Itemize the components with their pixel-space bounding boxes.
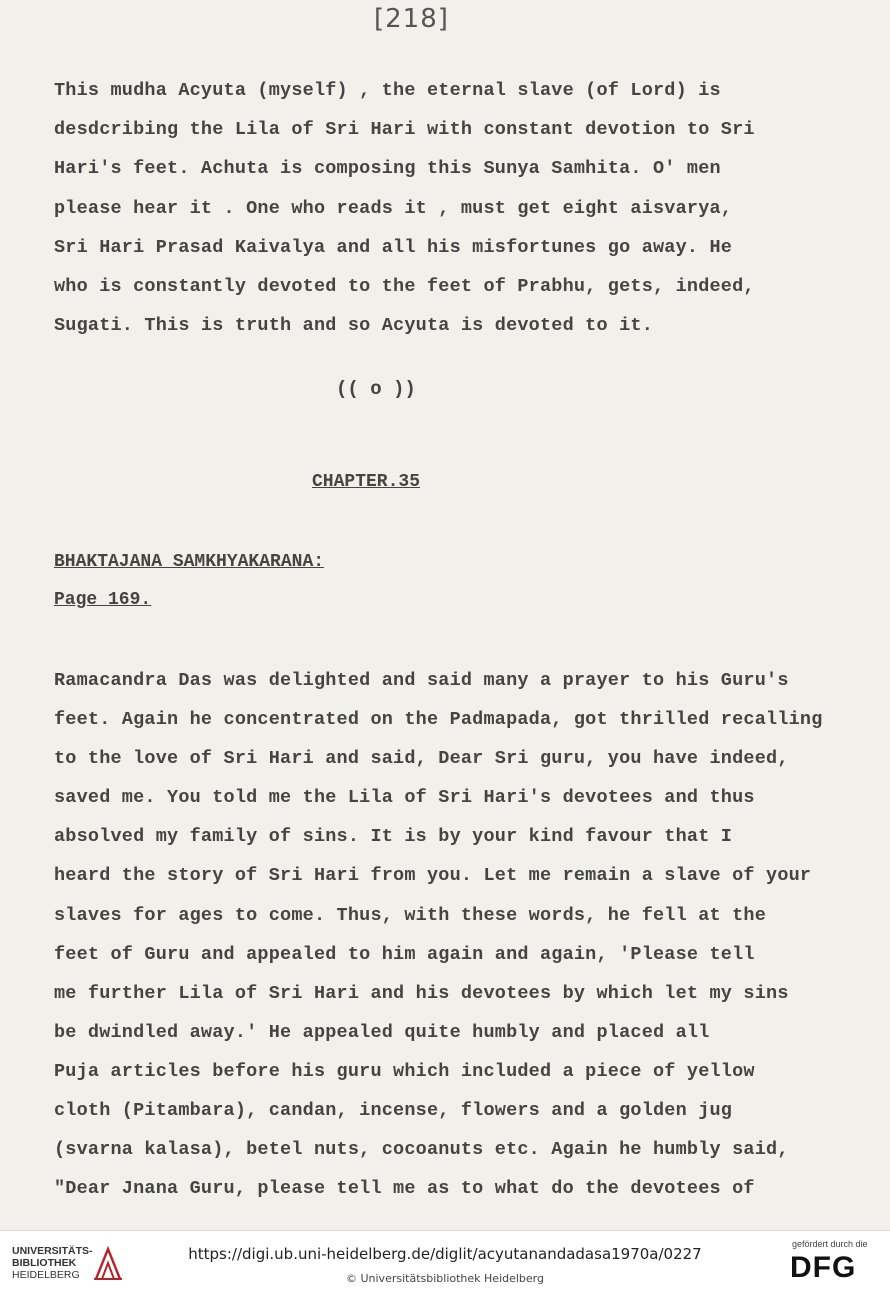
permalink-url[interactable]: https://digi.ub.uni-heidelberg.de/diglit/acyutanandadasa1970a/0227 [188, 1245, 702, 1263]
university-line-3: HEIDELBERG [12, 1269, 80, 1281]
university-line-1: UNIVERSITÄTS- [12, 1245, 93, 1257]
page-reference: Page 169. [54, 590, 152, 610]
text-line: "Dear Jnana Guru, please tell me as to what do the devotees of [54, 1178, 755, 1200]
funding-label: gefördert durch die [792, 1239, 868, 1249]
text-line: please hear it . One who reads it , must get eight aisvarya, [54, 197, 733, 219]
paragraph-2 [54, 661, 854, 1208]
text-line: feet. Again he concentrated on the Padmapada, got thrilled recalling [54, 709, 823, 731]
dfg-logo[interactable] [790, 1237, 880, 1291]
text-line: feet of Guru and appealed to him again and again, 'Please tell [54, 943, 755, 965]
text-line: This mudha Acyuta (myself) , the eternal slave (of Lord) is [54, 80, 721, 101]
text-line: absolved my family of sins. It is by your kind favour that I [54, 826, 733, 848]
paragraph-1 [54, 71, 854, 345]
viewer-footer [0, 1230, 890, 1295]
text-line: slaves for ages to come. Thus, with these words, he fell at the [54, 904, 767, 926]
text-line: heard the story of Sri Hari from you. Let me remain a slave of your [54, 865, 812, 887]
dfg-wordmark: DFG [790, 1251, 857, 1284]
section-heading: BHAKTAJANA SAMKHYAKARANA: [54, 552, 325, 572]
text-line: be dwindled away.' He appealed quite humbly and placed all [54, 1021, 710, 1043]
text-line: Ramacandra Das was delighted and said many a prayer to his Guru's [54, 670, 789, 691]
text-line: to the love of Sri Hari and said, Dear Sri guru, you have indeed, [54, 748, 789, 770]
chapter-heading: CHAPTER.35 [312, 472, 421, 492]
section-ornament: (( o )) [336, 378, 416, 400]
text-line: me further Lila of Sri Hari and his devotees by which let my sins [54, 982, 789, 1004]
text-line: desdcribing the Lila of Sri Hari with constant devotion to Sri [54, 119, 755, 141]
copyright-notice: © Universitätsbibliothek Heidelberg [345, 1272, 544, 1285]
text-line: cloth (Pitambara), candan, incense, flowers and a golden jug [54, 1100, 733, 1122]
text-line: who is constantly devoted to the feet of Prabhu, gets, indeed, [54, 275, 755, 297]
text-line: (svarna kalasa), betel nuts, cocoanuts etc. Again he humbly said, [54, 1139, 789, 1161]
university-line-2: BIBLIOTHEK [12, 1257, 77, 1269]
text-line: Sri Hari Prasad Kaivalya and all his misfortunes go away. He [54, 236, 733, 258]
text-line: Puja articles before his guru which included a piece of yellow [54, 1060, 755, 1082]
text-line: saved me. You told me the Lila of Sri Hari's devotees and thus [54, 787, 755, 809]
text-line: Hari's feet. Achuta is composing this Sunya Samhita. O' men [54, 158, 721, 180]
text-line: Sugati. This is truth and so Acyuta is devoted to it. [54, 315, 653, 337]
page-number: [218] [374, 4, 449, 34]
